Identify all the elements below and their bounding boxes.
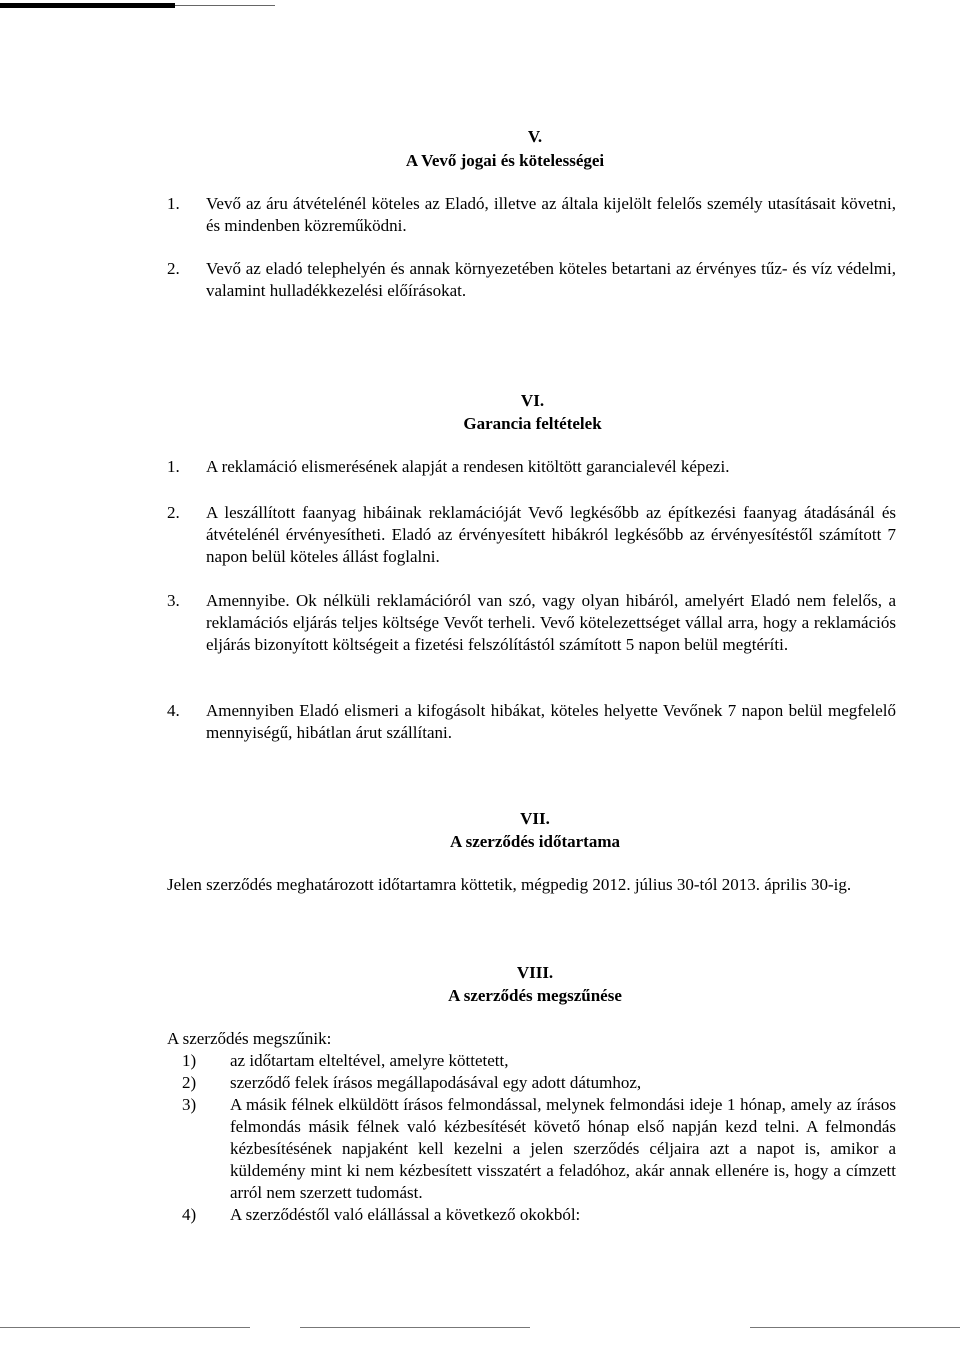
item-number: 2.: [167, 503, 180, 522]
item-number: 3.: [167, 591, 180, 610]
item-number: 3): [182, 1095, 197, 1114]
item-number: 1.: [167, 194, 180, 213]
item-number: 2.: [167, 259, 180, 278]
item-number: 4.: [167, 701, 180, 720]
section-v-title: A Vevő jogai és kötelességei: [405, 151, 605, 170]
section-viii-intro: A szerződés megszűnik:: [167, 1029, 332, 1048]
bottom-rule-middle: [300, 1327, 530, 1328]
section-viii-title: A szerződés megszűnése: [448, 986, 622, 1005]
section-viii-item-1: az időtartam elteltével, amelyre köttetett,: [230, 1051, 509, 1070]
section-v-item-2: Vevő az eladó telephelyén és annak környezetében köteles betartani az érvényes tűz- és víz védelmi, valamint hulladékkezelési előírásokat.: [206, 259, 896, 300]
item-number: 2): [182, 1073, 197, 1092]
top-rule-thin: [175, 5, 275, 6]
section-vii-text: Jelen szerződés meghatározott időtartamra köttetik, mégpedig 2012. július 30-tól 2013. április 30-ig.: [167, 875, 852, 894]
section-vi-item-1: A reklamáció elismerésének alapját a rendesen kitöltött garancialevél képezi.: [206, 457, 730, 476]
item-number: 1): [182, 1051, 197, 1070]
section-vi-title: Garancia feltételek: [463, 414, 602, 433]
section-v-item-1: Vevő az áru átvételénél köteles az Eladó, illetve az általa kijelölt felelős személy utasításait követni, és mindenben közreműködni.: [206, 194, 896, 235]
section-vi-item-4: Amennyiben Eladó elismeri a kifogásolt hibákat, köteles helyette Vevőnek 7 napon belül megfelelő mennyiségű, hibátlan árut szállítani.: [206, 701, 896, 742]
section-vi-item-3: Amennyibe. Ok nélküli reklamációról van szó, vagy olyan hibáról, amelyért Eladó nem felelős, a reklamációs eljárás teljes költsége Vevőt terheli. Vevő kötelezettséget vállal arra, hogy a reklamációs eljárás bizonyított költségeit a fizetési felszólítástól számított 5 napon belül megtéríti.: [206, 591, 896, 654]
section-vi-number: VI.: [520, 391, 545, 410]
section-viii-item-3: A másik félnek elküldött írásos felmondással, melynek felmondási ideje 1 hónap, amely az írásos felmondás másik félnek való kézbesítését követő hónap első napján kezd telni. A felmondás kézbesítésének napjaként kell kezelni a jelen szerződés céljaira azt a napot is, amikor a küldemény mint ki nem kézbesített visszatért a feladóhoz, akár annak ellenére is, hogy a címzett arról nem szerzett tudomást.: [230, 1095, 896, 1202]
section-v-number: V.: [527, 127, 543, 146]
section-vii-number: VII.: [520, 809, 550, 828]
bottom-rule-left: [0, 1327, 250, 1328]
section-viii-number: VIII.: [516, 963, 554, 982]
section-viii-item-2: szerződő felek írásos megállapodásával egy adott dátumhoz,: [230, 1073, 642, 1092]
section-vi-item-2: A leszállított faanyag hibáinak reklamációját Vevő legkésőbb az építkezési faanyag átadásánál és átvételénél érvényesítheti. Eladó az érvényesített hibákról legkésőbb az érvényesítéstől számított 7 napon belül köteles állást foglalni.: [206, 503, 896, 566]
section-viii-item-4: A szerződéstől való elállással a következő okokból:: [230, 1205, 581, 1224]
section-vii-title: A szerződés időtartama: [450, 832, 620, 851]
item-number: 1.: [167, 457, 180, 476]
item-number: 4): [182, 1205, 197, 1224]
top-rule: [0, 3, 175, 8]
bottom-rule-right: [750, 1327, 960, 1328]
